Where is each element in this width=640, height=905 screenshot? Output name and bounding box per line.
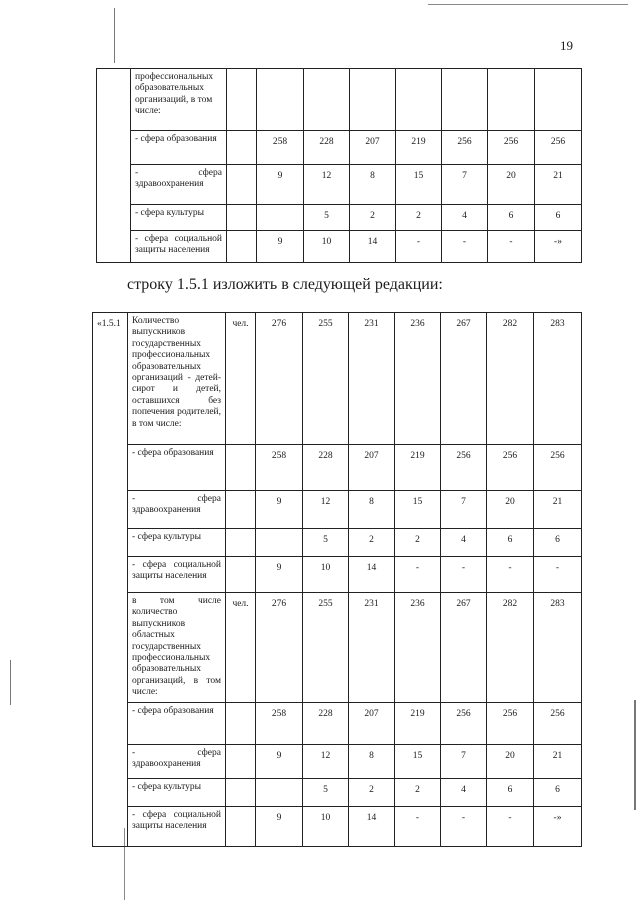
value-cell: 228 bbox=[303, 445, 349, 491]
value-cell bbox=[256, 529, 303, 557]
value-cell: 231 bbox=[349, 593, 395, 703]
value-cell: 255 bbox=[303, 593, 349, 703]
value-cell bbox=[350, 69, 396, 131]
value-cell: 258 bbox=[256, 703, 303, 745]
value-cell: 6 bbox=[535, 205, 582, 231]
value-cell: 4 bbox=[441, 779, 487, 807]
value-cell: 21 bbox=[534, 745, 582, 779]
value-cell: 256 bbox=[488, 131, 535, 165]
value-cell: 6 bbox=[534, 529, 582, 557]
unit-cell bbox=[226, 745, 256, 779]
row-label: Количество выпускников государственных профессиональных образовательных организаций - детей-сирот и детей, оставшихся без попечения родителей, в том числе: bbox=[128, 313, 226, 445]
value-cell: - bbox=[441, 807, 487, 847]
value-cell: 6 bbox=[487, 529, 534, 557]
value-cell: 8 bbox=[350, 165, 396, 205]
value-cell: 256 bbox=[441, 703, 487, 745]
value-cell bbox=[256, 779, 303, 807]
value-cell: 14 bbox=[350, 231, 396, 263]
value-cell: - bbox=[487, 557, 534, 593]
value-cell: 256 bbox=[442, 131, 488, 165]
code-cell bbox=[97, 69, 131, 263]
value-cell: 9 bbox=[256, 491, 303, 529]
table-row bbox=[93, 593, 582, 703]
unit-cell bbox=[226, 703, 256, 745]
value-cell: 207 bbox=[350, 131, 396, 165]
row-label: профессиональных образовательных организаций, в том числе: bbox=[131, 69, 227, 131]
value-cell: -» bbox=[534, 807, 582, 847]
value-cell: 12 bbox=[303, 491, 349, 529]
table-row bbox=[93, 491, 582, 529]
page-number: 19 bbox=[560, 38, 573, 53]
scan-mark-left-lower bbox=[10, 660, 11, 705]
row-label: - сфера культуры bbox=[128, 529, 226, 557]
value-cell: 207 bbox=[349, 703, 395, 745]
value-cell: - bbox=[534, 557, 582, 593]
value-cell: - bbox=[441, 557, 487, 593]
table-row bbox=[93, 557, 582, 593]
value-cell: 256 bbox=[487, 703, 534, 745]
value-cell bbox=[535, 69, 582, 131]
table-row bbox=[93, 703, 582, 745]
value-cell: 256 bbox=[441, 445, 487, 491]
unit-cell bbox=[227, 69, 257, 131]
value-cell: 8 bbox=[349, 745, 395, 779]
value-cell: 14 bbox=[349, 557, 395, 593]
value-cell: 20 bbox=[488, 165, 535, 205]
value-cell: 282 bbox=[487, 593, 534, 703]
unit-cell bbox=[226, 529, 256, 557]
value-cell: 207 bbox=[349, 445, 395, 491]
row-label: - сфера образования bbox=[128, 703, 226, 745]
value-cell bbox=[304, 69, 350, 131]
value-cell: 20 bbox=[487, 745, 534, 779]
row-label: - сфера образования bbox=[131, 131, 227, 165]
value-cell: 12 bbox=[304, 165, 350, 205]
table-row bbox=[97, 205, 582, 231]
unit-cell bbox=[227, 231, 257, 263]
value-cell: - bbox=[442, 231, 488, 263]
value-cell: 6 bbox=[488, 205, 535, 231]
value-cell: 2 bbox=[349, 529, 395, 557]
value-cell: - bbox=[396, 231, 442, 263]
row-label: - сфера здравоохранения bbox=[128, 745, 226, 779]
row-label: - сфера образования bbox=[128, 445, 226, 491]
value-cell bbox=[257, 205, 304, 231]
value-cell: 283 bbox=[534, 313, 582, 445]
value-cell: - bbox=[487, 807, 534, 847]
value-cell: 5 bbox=[303, 779, 349, 807]
value-cell: 282 bbox=[487, 313, 534, 445]
row-code: «1.5.1 bbox=[93, 313, 128, 847]
unit-cell bbox=[226, 807, 256, 847]
table-row bbox=[93, 529, 582, 557]
unit-cell bbox=[226, 779, 256, 807]
unit-cell: чел. bbox=[226, 313, 256, 445]
value-cell: 5 bbox=[303, 529, 349, 557]
value-cell: 219 bbox=[395, 703, 441, 745]
value-cell: - bbox=[395, 807, 441, 847]
value-cell: 15 bbox=[395, 491, 441, 529]
top-table bbox=[96, 68, 582, 263]
value-cell: 4 bbox=[442, 205, 488, 231]
row-label: - сфера здравоохранения bbox=[131, 165, 227, 205]
value-cell: 9 bbox=[256, 745, 303, 779]
table-row bbox=[93, 445, 582, 491]
row-label: в том числе количество выпускников областных государственных профессиональных образовательных организаций, в том числе: bbox=[128, 593, 226, 703]
value-cell: 9 bbox=[257, 231, 304, 263]
value-cell: -» bbox=[535, 231, 582, 263]
value-cell: 258 bbox=[257, 131, 304, 165]
row-label: - сфера социальной защиты населения bbox=[131, 231, 227, 263]
unit-cell bbox=[226, 491, 256, 529]
value-cell: 276 bbox=[256, 313, 303, 445]
value-cell: 228 bbox=[304, 131, 350, 165]
value-cell: 2 bbox=[395, 529, 441, 557]
row-label: - сфера культуры bbox=[131, 205, 227, 231]
scan-mark-right bbox=[634, 700, 636, 810]
value-cell: 2 bbox=[396, 205, 442, 231]
value-cell: 219 bbox=[395, 445, 441, 491]
table-row bbox=[97, 131, 582, 165]
value-cell: 9 bbox=[257, 165, 304, 205]
value-cell: 20 bbox=[487, 491, 534, 529]
value-cell: 10 bbox=[304, 231, 350, 263]
value-cell: 256 bbox=[534, 703, 582, 745]
value-cell: 12 bbox=[303, 745, 349, 779]
value-cell: 231 bbox=[349, 313, 395, 445]
table-row bbox=[93, 313, 582, 445]
value-cell: 256 bbox=[534, 445, 582, 491]
unit-cell bbox=[227, 131, 257, 165]
unit-cell bbox=[226, 445, 256, 491]
row-label: - сфера социальной защиты населения bbox=[128, 557, 226, 593]
value-cell: 256 bbox=[535, 131, 582, 165]
value-cell: 15 bbox=[395, 745, 441, 779]
scan-mark-left bbox=[114, 8, 115, 63]
table-row bbox=[97, 165, 582, 205]
value-cell: 2 bbox=[349, 779, 395, 807]
unit-cell bbox=[226, 557, 256, 593]
value-cell: 258 bbox=[256, 445, 303, 491]
value-cell: 276 bbox=[256, 593, 303, 703]
value-cell: 7 bbox=[441, 491, 487, 529]
value-cell: - bbox=[395, 557, 441, 593]
scan-mark-top bbox=[428, 4, 628, 5]
value-cell: - bbox=[488, 231, 535, 263]
value-cell: 21 bbox=[535, 165, 582, 205]
table-row bbox=[93, 745, 582, 779]
value-cell: 267 bbox=[441, 313, 487, 445]
value-cell: 9 bbox=[256, 807, 303, 847]
value-cell bbox=[257, 69, 304, 131]
value-cell: 4 bbox=[441, 529, 487, 557]
value-cell: 14 bbox=[349, 807, 395, 847]
value-cell: 15 bbox=[396, 165, 442, 205]
unit-cell: чел. bbox=[226, 593, 256, 703]
unit-cell bbox=[227, 165, 257, 205]
row-label: - сфера здравоохранения bbox=[128, 491, 226, 529]
value-cell: 267 bbox=[441, 593, 487, 703]
value-cell bbox=[442, 69, 488, 131]
table-row bbox=[93, 807, 582, 847]
table-row bbox=[97, 69, 582, 131]
table-row bbox=[97, 231, 582, 263]
value-cell: 21 bbox=[534, 491, 582, 529]
value-cell: 5 bbox=[304, 205, 350, 231]
value-cell: 255 bbox=[303, 313, 349, 445]
value-cell bbox=[396, 69, 442, 131]
value-cell: 8 bbox=[349, 491, 395, 529]
value-cell: 10 bbox=[303, 807, 349, 847]
value-cell: 219 bbox=[396, 131, 442, 165]
value-cell: 228 bbox=[303, 703, 349, 745]
value-cell: 2 bbox=[350, 205, 396, 231]
value-cell: 6 bbox=[534, 779, 582, 807]
section-heading: строку 1.5.1 изложить в следующей редакции: bbox=[127, 276, 443, 293]
value-cell: 7 bbox=[442, 165, 488, 205]
value-cell: 256 bbox=[487, 445, 534, 491]
value-cell: 236 bbox=[395, 313, 441, 445]
table-row bbox=[93, 779, 582, 807]
value-cell: 2 bbox=[395, 779, 441, 807]
value-cell: 9 bbox=[256, 557, 303, 593]
value-cell: 236 bbox=[395, 593, 441, 703]
unit-cell bbox=[227, 205, 257, 231]
row-label: - сфера социальной защиты населения bbox=[128, 807, 226, 847]
value-cell bbox=[488, 69, 535, 131]
value-cell: 283 bbox=[534, 593, 582, 703]
main-table bbox=[92, 312, 582, 847]
row-label: - сфера культуры bbox=[128, 779, 226, 807]
value-cell: 10 bbox=[303, 557, 349, 593]
value-cell: 7 bbox=[441, 745, 487, 779]
value-cell: 6 bbox=[487, 779, 534, 807]
